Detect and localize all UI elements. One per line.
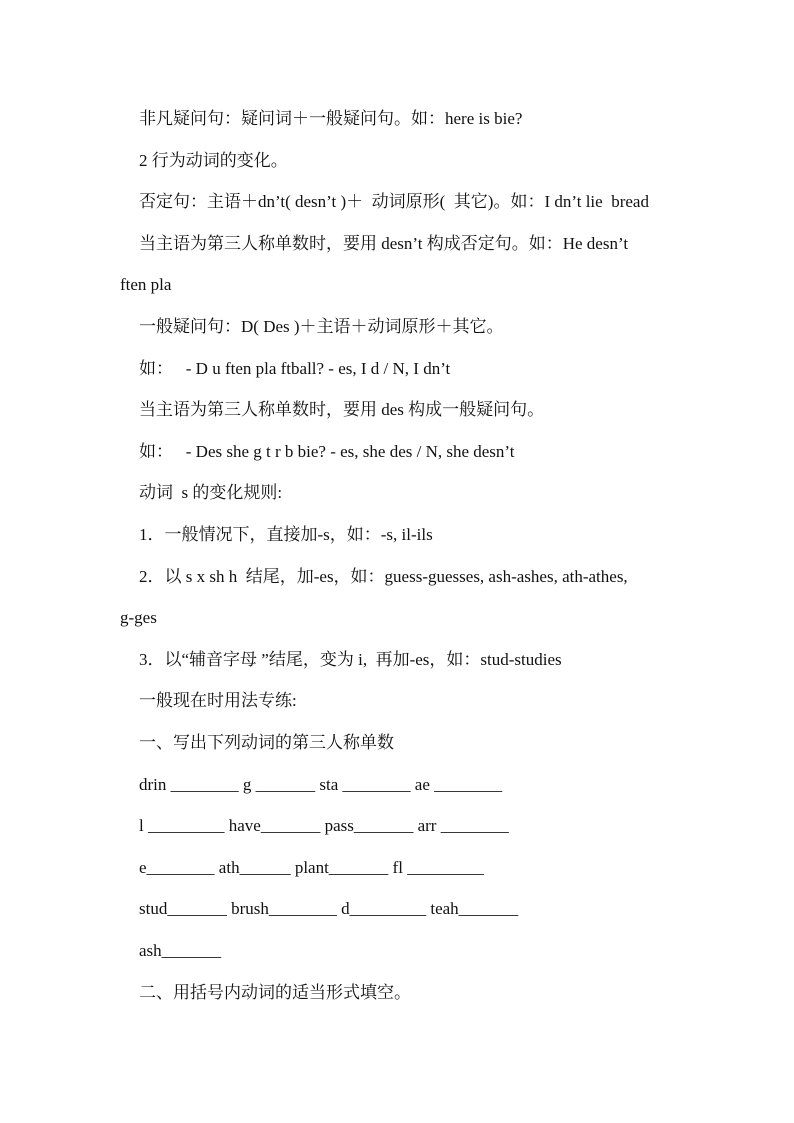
exercise-part-1-title: 一、写出下列动词的第三人称单数 [139,733,394,752]
exercise-blank-row-1: drin ________ g _______ sta ________ ae ________ [139,775,503,794]
verb-s-rule-3: 3．以“辅音字母 ”结尾，变为 i, 再加-es，如：stud-studies [139,650,562,669]
verb-s-rule-2-cont: g-ges [120,608,157,627]
third-person-question-example: 如： - Des she g t r b bie? - es, she des / N, she desn’t [139,442,515,461]
exercise-blank-row-4: stud_______ brush________ d_________ teah_______ [139,899,519,918]
exercise-part-2-title: 二、用括号内动词的适当形式填空。 [139,983,411,1002]
exercise-heading: 一般现在时用法专练: [139,691,297,710]
general-question-rule: 一般疑问句：D( Des )＋主语＋动词原形＋其它。 [139,317,504,336]
exercise-blank-row-2: l _________ have_______ pass_______ arr ________ [139,816,509,835]
third-person-question-rule: 当主语为第三人称单数时，要用 des 构成一般疑问句。 [139,400,545,419]
verb-s-rules-heading: 动词 s 的变化规则: [139,483,283,502]
exercise-blank-row-5: ash_______ [139,941,222,960]
special-question-rule: 非凡疑问句：疑问词＋一般疑问句。如：here is bie? [139,109,523,128]
general-question-example: 如： - D u ften pla ftball? - es, I d / N, I dn’t [139,359,451,378]
section-heading-action-verbs: 2 行为动词的变化。 [139,151,288,170]
third-person-negative-example-cont: ften pla [120,275,172,294]
third-person-negative-rule: 当主语为第三人称单数时，要用 desn’t 构成否定句。如：He desn’t [139,234,629,253]
verb-s-rule-2: 2．以 s x sh h 结尾，加-es，如：guess-guesses, ash-ashes, ath-athes, [139,567,628,586]
verb-s-rule-1: 1．一般情况下，直接加-s，如：-s, il-ils [139,525,433,544]
negative-sentence-rule: 否定句：主语＋dn’t( desn’t )＋ 动词原形( 其它)。如：I dn’t lie bread [139,192,649,211]
exercise-blank-row-3: e________ ath______ plant_______ fl _________ [139,858,484,877]
